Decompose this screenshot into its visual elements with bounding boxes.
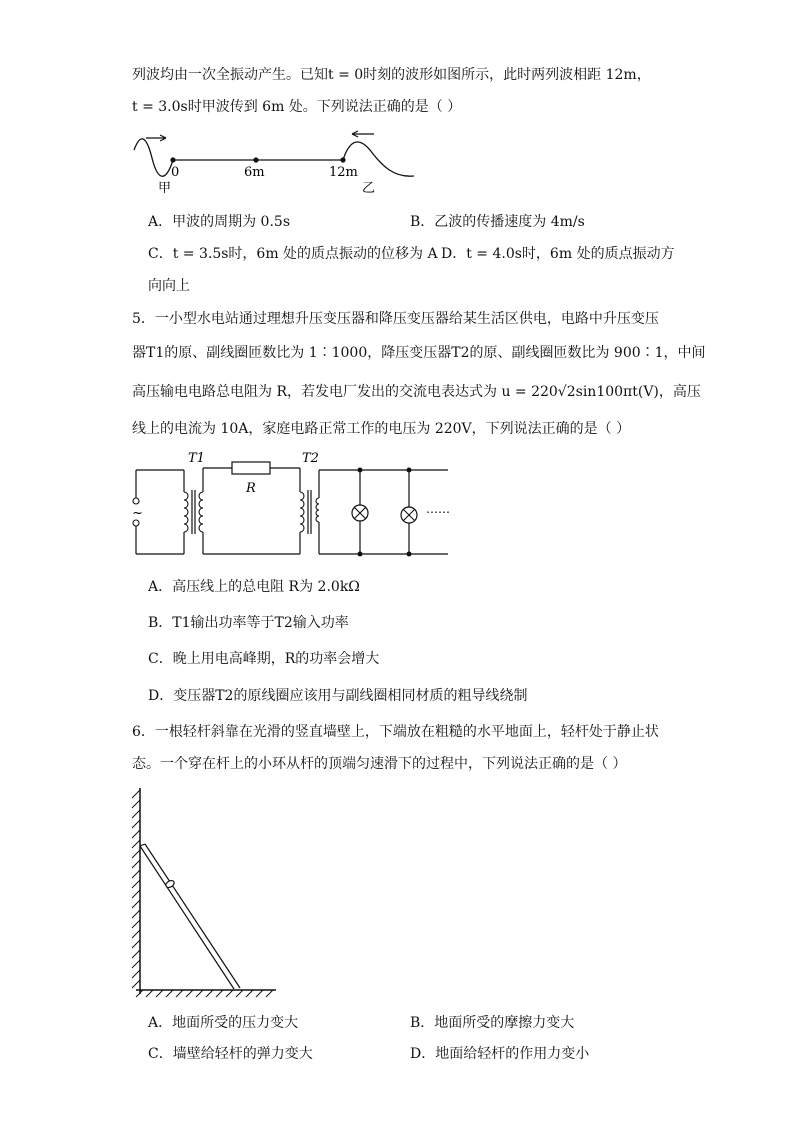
q6-option-d[interactable]: D．地面给轻杆的作用力变小 bbox=[410, 1046, 590, 1062]
q4-option-d[interactable]: D．t = 4.0s时，6m 处的质点振动方 bbox=[441, 246, 675, 262]
q4-option-a[interactable]: A．甲波的周期为 0.5s bbox=[148, 214, 291, 230]
q5-stem-line4: 线上的电流为 10A，家庭电路正常工作的电压为 220V，下列说法正确的是（ ） bbox=[132, 421, 631, 437]
q6-option-c[interactable]: C．墙壁给轻杆的弹力变大 bbox=[148, 1046, 313, 1062]
label-6m: 6m bbox=[244, 165, 265, 180]
rod-figure bbox=[126, 784, 286, 1000]
wall bbox=[132, 788, 140, 994]
label-12m: 12m bbox=[329, 165, 358, 180]
q5-option-b[interactable]: B．T1输出功率等于T2输入功率 bbox=[148, 615, 349, 631]
q5-stem-line2: 器T1的原、副线圈匝数比为 1∶1000，降压变压器T2的原、副线圈匝数比为 900∶1，中间 bbox=[132, 345, 706, 361]
q5-option-c[interactable]: C．晚上用电高峰期，R的功率会增大 bbox=[148, 651, 380, 667]
q5-option-a[interactable]: A．高压线上的总电阻 R为 2.0kΩ bbox=[148, 579, 360, 595]
lamp-2 bbox=[401, 507, 417, 523]
q4-stem-line2: t = 3.0s时甲波传到 6m 处。下列说法正确的是（ ） bbox=[132, 99, 462, 115]
ground bbox=[136, 990, 276, 997]
q6-stem-line2: 态。一个穿在杆上的小环从杆的顶端匀速滑下的过程中，下列说法正确的是（ ） bbox=[132, 756, 627, 772]
q6-stem-line1: 6．一根轻杆斜靠在光滑的竖直墙壁上，下端放在粗糙的水平地面上，轻杆处于静止状 bbox=[132, 724, 659, 740]
q4-option-c[interactable]: C．t = 3.5s时，6m 处的质点振动的位移为 A bbox=[148, 246, 438, 262]
q5-stem-line1: 5．一小型水电站通过理想升压变压器和降压变压器给某生活区供电，电路中升压变压 bbox=[132, 311, 659, 327]
wave-jia bbox=[134, 139, 173, 176]
ac-symbol: ~ bbox=[132, 506, 143, 521]
q6-option-a[interactable]: A．地面所受的压力变大 bbox=[148, 1015, 299, 1031]
label-0: 0 bbox=[171, 165, 180, 180]
wave-figure bbox=[130, 128, 420, 196]
label-yi: 乙 bbox=[362, 181, 376, 196]
label-t1: T1 bbox=[188, 451, 205, 466]
resistor-r bbox=[232, 462, 270, 474]
lamp-1 bbox=[352, 505, 368, 521]
circuit-figure bbox=[128, 450, 458, 562]
label-t2: T2 bbox=[302, 451, 319, 466]
q4-option-b[interactable]: B．乙波的传播速度为 4m/s bbox=[410, 214, 585, 230]
q6-option-b[interactable]: B．地面所受的摩擦力变大 bbox=[410, 1015, 575, 1031]
label-jia: 甲 bbox=[158, 181, 172, 196]
q5-option-d[interactable]: D．变压器T2的原线圈应该用与副线圈相同材质的粗导线绕制 bbox=[148, 688, 528, 704]
q4-option-d-cont: 向向上 bbox=[148, 278, 190, 294]
rod bbox=[140, 844, 240, 989]
label-r: R bbox=[246, 481, 256, 496]
label-dots: …… bbox=[426, 502, 450, 516]
q4-stem-line1: 列波均由一次全振动产生。已知t = 0时刻的波形如图所示，此时两列波相距 12m， bbox=[132, 67, 651, 83]
q5-stem-line3: 高压输电电路总电阻为 R，若发电厂发出的交流电表达式为 u = 220√2sin100πt(V)，高压 bbox=[132, 384, 701, 400]
